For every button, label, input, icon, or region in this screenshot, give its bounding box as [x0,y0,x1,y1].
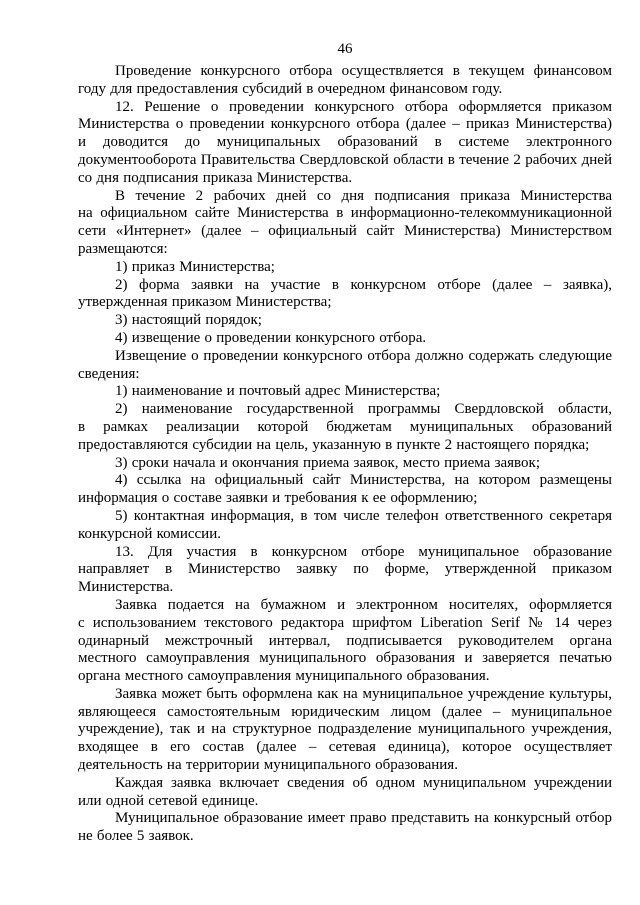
document-body [78,63,612,846]
paragraph-zayavka-types: Заявка может быть оформлена как на муниципальное учреждение культуры, являющееся самостоятельным юридическим лицом (далее – муниципальное учреждение), так и на структурное подразделение муниципального учреждения, входящее в его состав (далее – сетевая единица), которое осуществляет деятельность на территории муниципального образования. [78,685,612,774]
paragraph-zayavka-limit: Муниципальное образование имеет право представить на конкурсный отбор не более 5 заявок. [78,810,612,845]
paragraph-item-12: 12. Решение о проведении конкурсного отбора оформляется приказом Министерства о проведении конкурсного отбора (далее – приказ Министерства) и доводится до муниципальных образований в системе электронного документооборота Правительства Свердловской области в течение 2 рабочих дней со дня подписания приказа Министерства. [78,98,612,186]
paragraph-zayavka-single: Каждая заявка включает сведения об одном муниципальном учреждении или одной сетевой единице. [78,774,612,809]
list-item-4-izveshchenie: 4) извещение о проведении конкурсного отбора. [115,329,427,346]
list-item-1-naimenovanie: 1) наименование и почтовый адрес Министерства; [115,383,441,400]
list-item-3-sroki: 3) сроки начала и окончания приема заявок, место приема заявок; [115,454,540,471]
paragraph-notice-contents: Извещение о проведении конкурсного отбора должно содержать следующие сведения: [78,347,612,382]
paragraph-zayavka-format: Заявка подается на бумажном и электронном носителях, оформляется с использованием текстового редактора шрифтом Liberation Serif № 14 через одинарный межстрочный интервал, подписывается руководителем органа местного самоуправления муниципального образования и заверяется печатью органа местного самоуправления муниципального образования. [78,596,612,685]
paragraph-publication: В течение 2 рабочих дней со дня подписания приказа Министерства на официальном сайте Министерства в информационно-телекоммуникационной сети «Интернет» (далее – официальный сайт Министерства) Министерством размещаются: [78,187,612,257]
list-item-4-ssylka: 4) ссылка на официальный сайт Министерства, на котором размещены информация о составе заявки и требования к ее оформлению; [78,472,612,507]
list-item-2-forma: 2) форма заявки на участие в конкурсном отборе (далее – заявка), утвержденная приказом Министерства; [78,276,612,311]
page-number: 46 [337,41,353,57]
list-item-5-kontakt: 5) контактная информация, в том числе телефон ответственного секретаря конкурсной комиссии. [78,507,612,542]
paragraph-item-13: 13. Для участия в конкурсном отборе муниципальное образование направляет в Министерство заявку по форме, утвержденной приказом Министерства. [78,543,612,596]
list-item-3-poryadok: 3) настоящий порядок; [115,312,262,329]
list-item-2-programma: 2) наименование государственной программы Свердловской области, в рамках реализации которой бюджетам муниципальных образований предоставляются субсидии на цель, указанную в пункте 2 настоящего порядка; [78,401,612,453]
paragraph-intro: Проведение конкурсного отбора осуществляется в текущем финансовом году для предоставления субсидий в очередном финансовом году. [78,63,612,97]
list-item-1-prikaz: 1) приказ Министерства; [115,258,275,275]
